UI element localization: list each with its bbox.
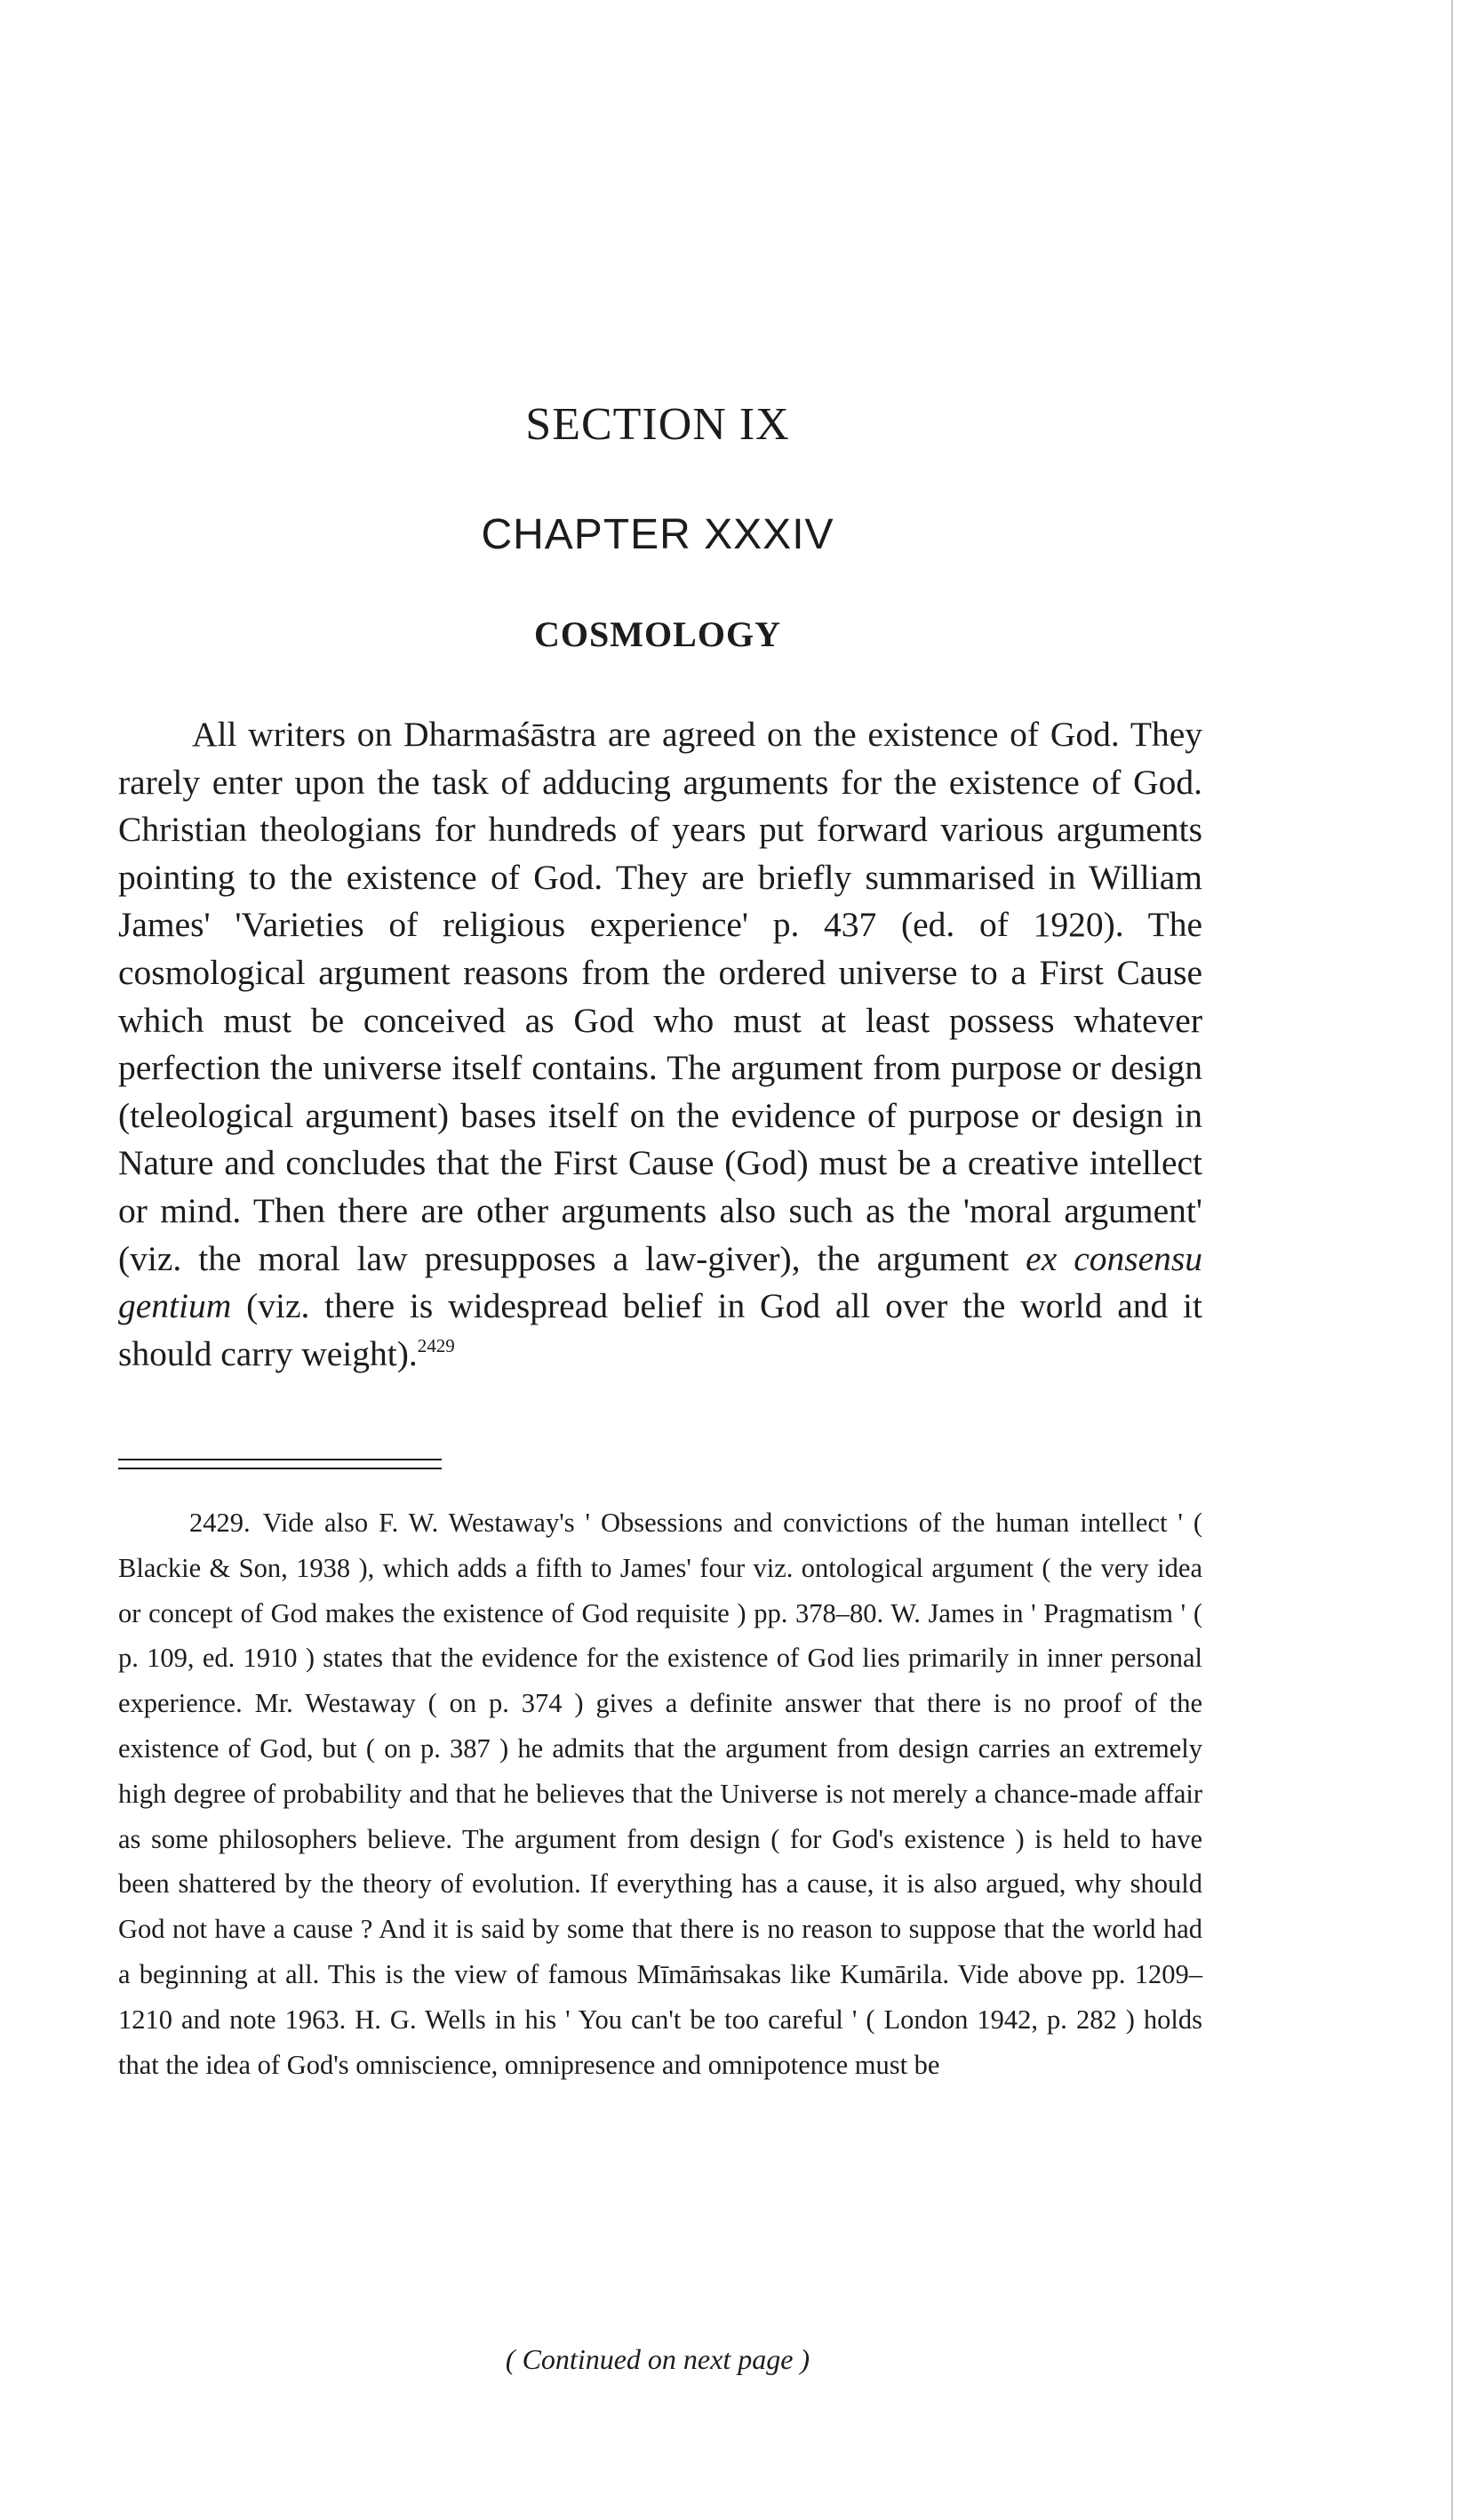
footnote: [118, 1500, 1202, 2087]
chapter-subject-title: COSMOLOGY: [534, 614, 781, 654]
chapter-heading: CHAPTER XXXIV: [481, 511, 834, 558]
section-heading: SECTION IX: [525, 399, 790, 450]
latin-phrase: ex consensu gentium: [118, 1238, 1202, 1326]
page-edge-line: [1451, 0, 1453, 2520]
footnote-reference[interactable]: 2429: [417, 1334, 455, 1356]
body-text-end: (viz. there is widespread belief in God all over the world and it should carry weight).: [118, 1286, 1202, 1373]
body-paragraph: [118, 711, 1202, 1378]
footnote-text: Vide also F. W. Westaway's ' Obsessions and convictions of the human intellect ' ( Blackie & Son, 1938 ), which adds a fifth to James' four viz. ontological argument ( the very idea or concept of God makes the existence of God requisite ) pp. 378–80. W. James in ' Pragmatism ' ( p. 109, ed. 1910 ) states that the evidence for the existence of God lies primarily in inner personal experience. Mr. Westaway ( on p. 374 ) gives a definite answer that there is no proof of the existence of God, but ( on p. 387 ) he admits that the argument from design carries an extremely high degree of probability and that he believes that the Universe is not merely a chance-made affair as some philosophers believe. The argument from design ( for God's existence ) is held to have been shattered by the theory of evolution. If everything has a cause, it is also argued, why should God not have a cause ? And it is said by some that there is no reason to suppose that the world had a beginning at all. This is the view of famous Mīmāṁsakas like Kumārila. Vide above pp. 1209–1210 and note 1963. H. G. Wells in his ' You can't be too careful ' ( London 1942, p. 282 ) holds that the idea of God's omniscience, omnipresence and omnipotence must be: [118, 1508, 1202, 2080]
footnote-divider: [118, 1459, 442, 1460]
footnote-number: 2429.: [189, 1508, 251, 1538]
continued-notice: ( Continued on next page ): [505, 2343, 810, 2375]
body-text: All writers on Dharmaśāstra are agreed on the existence of God. They rarely enter upon the task of adducing arguments for the existence of God. Christian theologians for hundreds of years put forward various arguments pointing to the existence of God. They are briefly summarised in William James' 'Varieties of religious experience' p. 437 (ed. of 1920). The cosmological argument reasons from the ordered universe to a First Cause which must be conceived as God who must at least possess whatever perfection the universe itself contains. The argument from purpose or design (teleological argument) bases itself on the evidence of purpose or design in Nature and concludes that the First Cause (God) must be a creative intellect or mind. Then there are other arguments also such as the 'moral argument' (viz. the moral law presupposes a law-giver), the argument: [118, 715, 1202, 1278]
footnote-divider: [118, 1468, 442, 1469]
